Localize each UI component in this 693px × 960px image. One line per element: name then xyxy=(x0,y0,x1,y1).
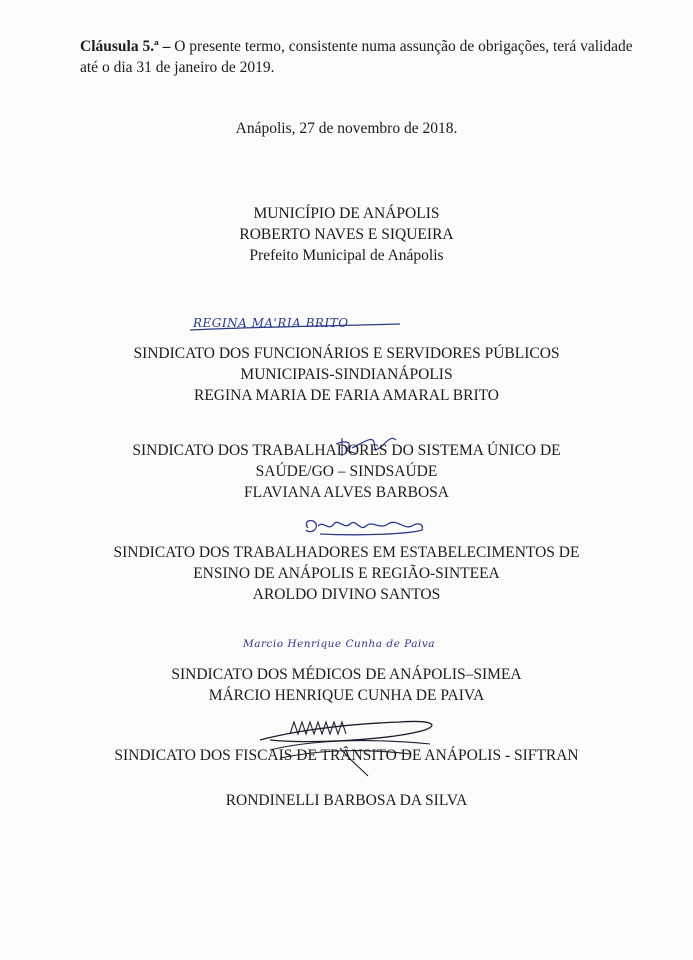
mayor-title: Prefeito Municipal de Anápolis xyxy=(249,247,444,264)
simea-signature-block xyxy=(0,664,693,706)
municipality-name: MUNICÍPIO DE ANÁPOLIS xyxy=(253,205,440,222)
sinteea-name-line1: SINDICATO DOS TRABALHADORES EM ESTABELECIMENTOS DE xyxy=(113,544,580,561)
clause-5-paragraph xyxy=(80,36,640,78)
sindsaude-signature-block xyxy=(0,440,693,503)
sindsaude-name-line2: SAÚDE/GO – SINDSAÚDE xyxy=(255,463,438,480)
municipality-signature-block xyxy=(0,203,693,266)
siftran-representative: RONDINELLI BARBOSA DA SILVA xyxy=(225,792,468,809)
simea-name-line1: SINDICATO DOS MÉDICOS DE ANÁPOLIS–SIMEA xyxy=(171,666,522,683)
sindianapolis-name-line2: MUNICIPAIS-SINDIANÁPOLIS xyxy=(240,366,453,383)
sinteea-signature-block xyxy=(0,542,693,605)
signature-regina-stroke xyxy=(188,318,403,338)
sindianapolis-representative: REGINA MARIA DE FARIA AMARAL BRITO xyxy=(193,387,499,404)
place-date-line: Anápolis, 27 de novembro de 2018. xyxy=(235,120,458,137)
signature-aroldo xyxy=(300,514,430,544)
clause-5-text: O presente termo, consistente numa assunção de obrigações, terá validade até o dia 31 de janeiro de 2019. xyxy=(80,38,633,76)
sindsaude-name-line1: SINDICATO DOS TRABALHADORES DO SISTEMA ÚNICO DE xyxy=(132,442,561,459)
simea-representative: MÁRCIO HENRIQUE CUNHA DE PAIVA xyxy=(208,687,485,704)
signature-marcio: Marcio Henrique Cunha de Paiva xyxy=(243,638,436,650)
sindsaude-representative: FLAVIANA ALVES BARBOSA xyxy=(244,484,449,501)
clause-5-heading: Cláusula 5.ª – xyxy=(80,38,171,55)
signature-regina-text: REGINA MA'RIA BRITO xyxy=(193,316,349,330)
sinteea-name-line2: ENSINO DE ANÁPOLIS E REGIÃO-SINTEEA xyxy=(193,565,500,582)
siftran-name: SINDICATO DOS FISCAIS DE TRÂNSITO DE ANÁPOLIS - SIFTRAN xyxy=(114,747,579,764)
sindianapolis-name-line1: SINDICATO DOS FUNCIONÁRIOS E SERVIDORES PÚBLICOS xyxy=(133,345,560,362)
mayor-name: ROBERTO NAVES E SIQUEIRA xyxy=(239,226,454,243)
sinteea-representative: AROLDO DIVINO SANTOS xyxy=(252,586,441,603)
sindianapolis-signature-block xyxy=(0,343,693,406)
